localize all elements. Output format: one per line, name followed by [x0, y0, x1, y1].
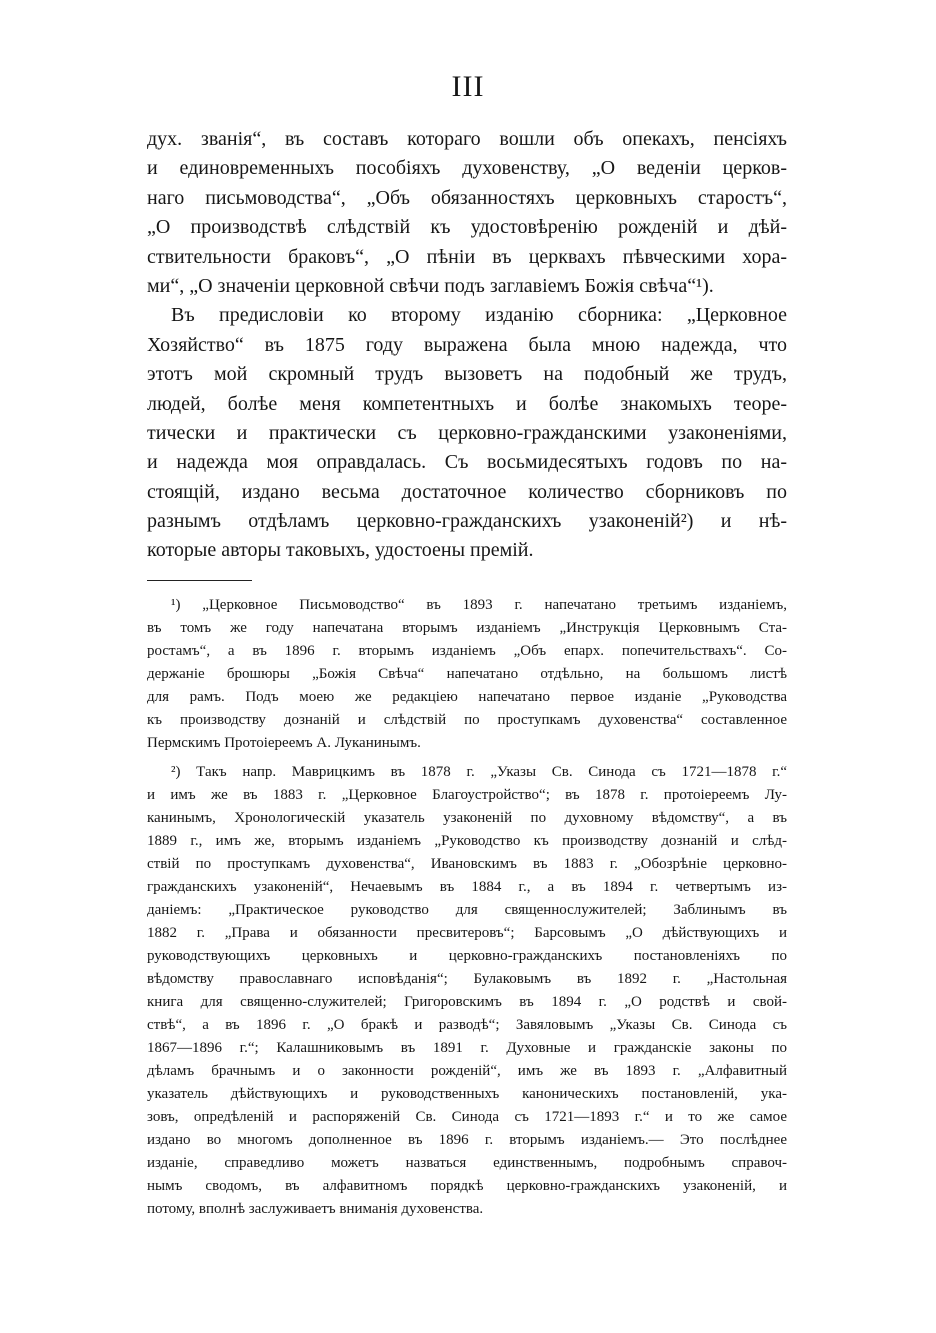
text-line: „О производствѣ слѣдствій къ удостовѣренію рожденій и дѣй- [147, 216, 787, 239]
footnote-line: ²) Такъ напр. Маврицкимъ въ 1878 г. „Указы Св. Синода съ 1721—1878 г.“ [171, 764, 787, 780]
footnote-line: руководствующихъ церковныхъ и церковно-гражданскихъ постановленіяхъ по [147, 948, 787, 964]
footnote-line: 1867—1896 г.“; Калашниковымъ въ 1891 г. Духовные и гражданскіе законы по [147, 1040, 787, 1056]
text-line: ми“, „О значеніи церковной свѣчи подъ заглавіемъ Божія свѣча“¹). [147, 274, 714, 297]
footnote-line: держаніе брошюры „Божія Свѣча“ напечатано отдѣльно, на большомъ листѣ [147, 666, 787, 682]
text-line: и надежда моя оправдалась. Съ восьмидесятыхъ годовъ по на- [147, 451, 787, 474]
text-line: и единовременныхъ пособіяхъ духовенству, „О веденіи церков- [147, 157, 787, 180]
footnote-line: вѣдомству православнаго исповѣданія“; Булаковымъ въ 1892 г. „Настольная [147, 971, 787, 987]
page-number: III [451, 70, 485, 103]
text-line: разнымъ отдѣламъ церковно-гражданскихъ узаконеній²) и нѣ- [147, 510, 787, 533]
footnote-1 [147, 594, 787, 755]
main-text [147, 125, 787, 566]
footnote-line: гражданскихъ узаконеній“, Нечаевымъ въ 1884 г., а въ 1894 г. четвертымъ из- [147, 879, 787, 895]
footnote-line: зовъ, опредѣленій и распоряженій Св. Синода съ 1721—1893 г.“ и то же самое [147, 1109, 787, 1125]
footnote-line: канинымъ, Хронологическій указатель узаконеній по духовному вѣдомству“, а въ [147, 810, 787, 826]
text-line: этотъ мой скромный трудъ вызоветъ на подобный же трудъ, [147, 363, 787, 386]
footnote-2 [147, 761, 787, 1221]
footnote-line: и имъ же въ 1883 г. „Церковное Благоустройство“; въ 1878 г. протоіереемъ Лу- [147, 787, 787, 803]
footnotes [147, 594, 787, 1221]
text-line: Въ предисловіи ко второму изданію сборника: „Церковное [171, 304, 787, 327]
footnote-line: ствій по проступкамъ духовенства“, Ивановскимъ въ 1883 г. „Обозрѣніе церковно- [147, 856, 787, 872]
footnote-line: потому, вполнѣ заслуживаетъ вниманія духовенства. [147, 1201, 484, 1217]
footnote-line: изданіе, справедливо можетъ назваться единственнымъ, подробнымъ справоч- [147, 1155, 787, 1171]
footnote-line: указатель дѣйствующихъ и руководственныхъ каноническихъ постановленій, ука- [147, 1086, 787, 1102]
footnote-line: 1882 г. „Права и обязанности пресвитеровъ“; Барсовымъ „О дѣйствующихъ и [147, 925, 787, 941]
footnote-line: ствѣ“, а въ 1896 г. „О бракѣ и разводѣ“; Завяловымъ „Указы Св. Синода съ [147, 1017, 787, 1033]
footnote-line: нымъ сводомъ, въ алфавитномъ порядкѣ церковно-гражданскихъ узаконеній, и [147, 1178, 787, 1194]
text-line: дух. званія“, въ составъ котораго вошли объ опекахъ, пенсіяхъ [147, 128, 787, 150]
footnote-line: даніемъ: „Практическое руководство для священнослужителей; Заблинымъ въ [147, 902, 787, 918]
text-line: наго письмоводства“, „Объ обязанностяхъ церковныхъ старостъ“, [147, 186, 787, 209]
text-line: которые авторы таковыхъ, удостоены премій. [147, 539, 534, 562]
footnote-line: издано во многомъ дополненное въ 1896 г. вторымъ изданіемъ.— Это послѣднее [147, 1132, 787, 1148]
text-line: тически и практически съ церковно-гражданскими узаконеніями, [147, 421, 787, 444]
footnote-divider [147, 580, 252, 581]
footnote-line: 1889 г., имъ же, вторымъ изданіемъ „Руководство къ производству дознаній и слѣд- [147, 833, 787, 849]
footnote-line: ¹) „Церковное Письмоводство“ въ 1893 г. напечатано третьимъ изданіемъ, [171, 597, 787, 613]
text-line: Хозяйство“ въ 1875 году выражена была мною надежда, что [147, 333, 787, 356]
footnote-line: въ томъ же году напечатана вторымъ изданіемъ „Инструкція Церковнымъ Ста- [147, 620, 787, 636]
footnote-line: ростамъ“, а въ 1896 г. вторымъ изданіемъ „Объ епарх. попечительствахъ“. Со- [147, 643, 787, 659]
footnote-line: къ производству дознаній и слѣдствій по проступкамъ духовенства“ составленное [147, 712, 787, 728]
text-line: стоящій, издано весьма достаточное количество сборниковъ по [147, 480, 787, 503]
footnote-line: книга для священно-служителей; Григоровскимъ въ 1894 г. „О родствѣ и свой- [147, 994, 787, 1010]
footnote-line: для рамъ. Подъ моею же редакціею напечатано первое изданіе „Руководства [147, 689, 787, 705]
text-line: ствительности браковъ“, „О пѣніи въ церквахъ пѣвческими хора- [147, 245, 787, 268]
text-line: людей, болѣе меня компетентныхъ и болѣе знакомыхъ теоре- [147, 392, 787, 415]
footnote-line: Пермскимъ Протоіереемъ А. Луканинымъ. [147, 735, 421, 751]
footnote-line: дѣламъ брачнымъ и о законности рожденій“, имъ же въ 1893 г. „Алфавитный [147, 1063, 787, 1079]
